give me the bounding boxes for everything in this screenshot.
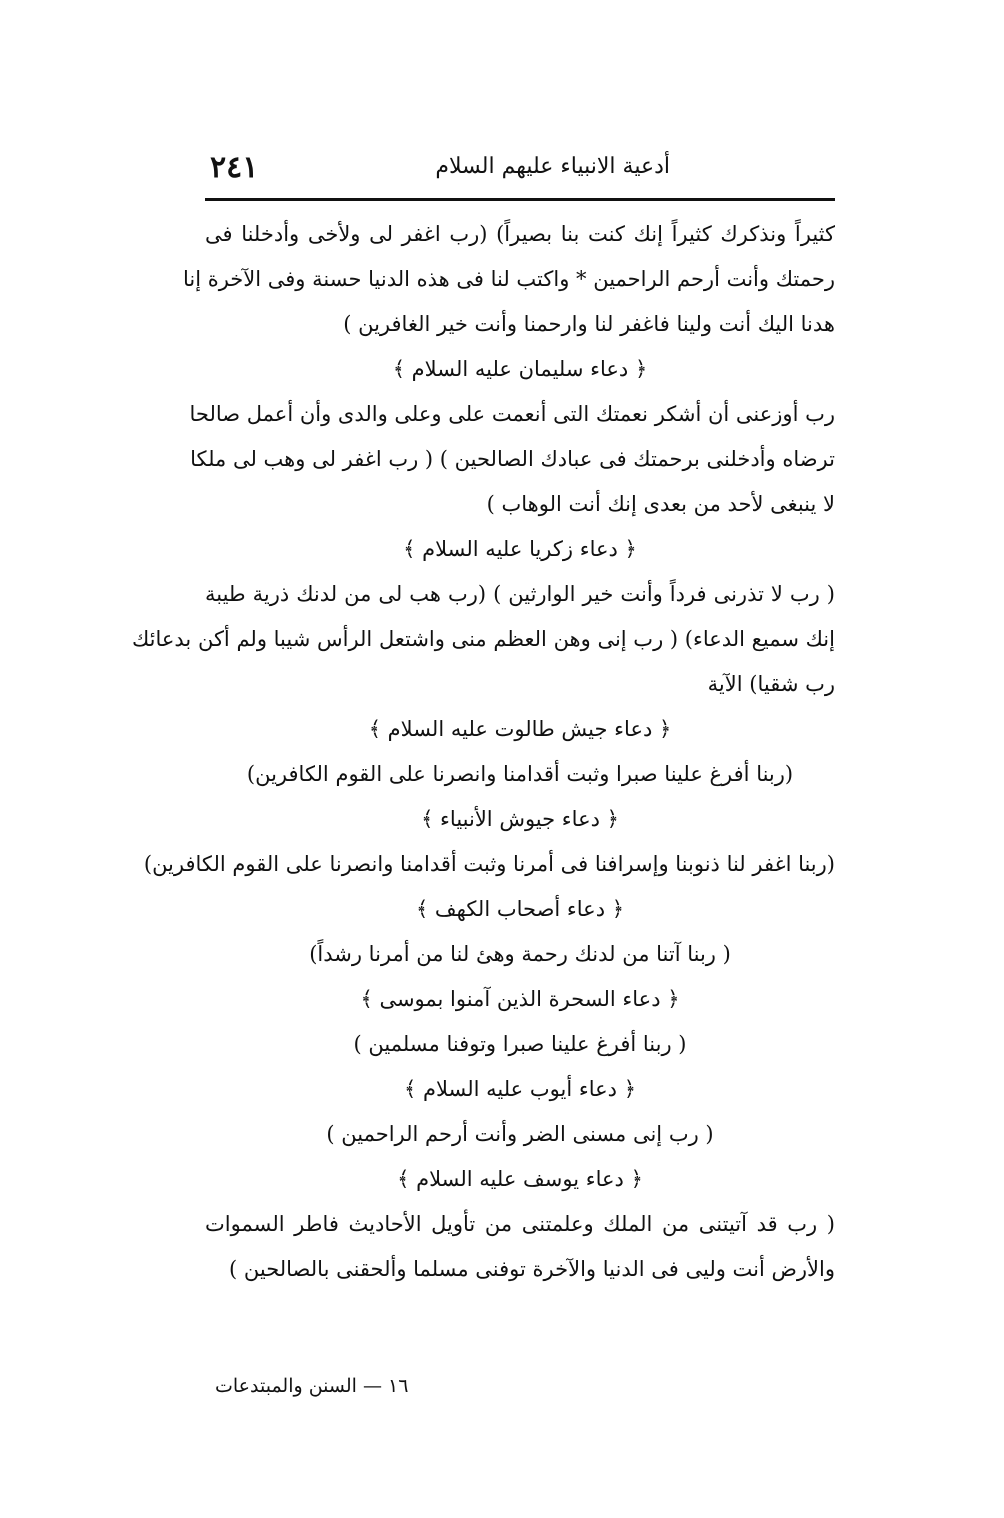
text-line: رب أوزعنى أن أشكر نعمتك التى أنعمت على وعلى والدى وأن أعمل صالحا [189,402,835,426]
section-heading-kahf: ﴿ دعاء أصحاب الكهف ﴾ [415,897,625,921]
footer-signature: ١٦ — السنن والمبتدعات [215,1375,409,1397]
section-heading-ayyub: ﴿ دعاء أيوب عليه السلام ﴾ [403,1077,636,1101]
text-line: ( رب قد آتيتنى من الملك وعلمتنى من تأويل الأحاديث فاطر السموات [205,1212,835,1236]
section-heading-talut: ﴿ دعاء جيش طالوت عليه السلام ﴾ [368,717,672,741]
section-heading-sulayman: ﴿ دعاء سليمان عليه السلام ﴾ [392,357,648,381]
section-heading-prophets-armies: ﴿ دعاء جيوش الأنبياء ﴾ [421,807,619,831]
text-line: رحمتك وأنت أرحم الراحمين * واكتب لنا فى هذه الدنيا حسنة وفى الآخرة إنا [182,267,835,291]
text-line: (ربنا اغفر لنا ذنوبنا وإسرافنا فى أمرنا وثبت أقدامنا وانصرنا على القوم الكافرين) [143,852,835,876]
running-title: أدعية الانبياء عليهم السلام [435,154,670,179]
text-line: هدنا اليك أنت ولينا فاغفر لنا وارحمنا وأنت خير الغافرين ) [343,312,835,336]
text-line: ( رب إنى مسنى الضر وأنت أرحم الراحمين ) [326,1122,714,1146]
text-line: ( رب لا تذرنى فرداً وأنت خير الوارثين ) (رب هب لى من لدنك ذرية طيبة [205,582,835,606]
section-heading-zakariya: ﴿ دعاء زكريا عليه السلام ﴾ [403,537,637,561]
text-line: إنك سميع الدعاء) ( رب إنى وهن العظم منى واشتعل الرأس شيبا ولم أكن بدعائك [131,627,835,651]
page-number: ٢٤١ [210,150,259,185]
section-heading-sorcerers: ﴿ دعاء السحرة الذين آمنوا بموسى ﴾ [360,987,680,1011]
text-line: ترضاه وأدخلنى برحمتك فى عبادك الصالحين ) ( رب اغفر لى وهب لى ملكا [190,447,835,471]
text-line: رب شقيا) الآية [707,672,835,696]
page-header [210,150,830,194]
text-line: ( ربنا آتنا من لدنك رحمة وهئ لنا من أمرنا رشداً) [309,942,731,966]
body-text [131,212,835,1292]
section-heading-yusuf: ﴿ دعاء يوسف عليه السلام ﴾ [397,1167,643,1191]
text-line: (ربنا أفرغ علينا صبرا وثبت أقدامنا وانصرنا على القوم الكافرين) [246,762,794,786]
text-line: لا ينبغى لأحد من بعدى إنك أنت الوهاب ) [486,492,835,516]
text-line: ( ربنا أفرغ علينا صبرا وتوفنا مسلمين ) [353,1032,687,1056]
text-line: كثيراً ونذكرك كثيراً إنك كنت بنا بصيراً) (رب اغفر لى ولأخى وأدخلنا فى [205,222,835,246]
header-rule [205,198,835,201]
text-line: والأرض أنت وليى فى الدنيا والآخرة توفنى مسلما وألحقنى بالصالحين ) [229,1257,835,1281]
